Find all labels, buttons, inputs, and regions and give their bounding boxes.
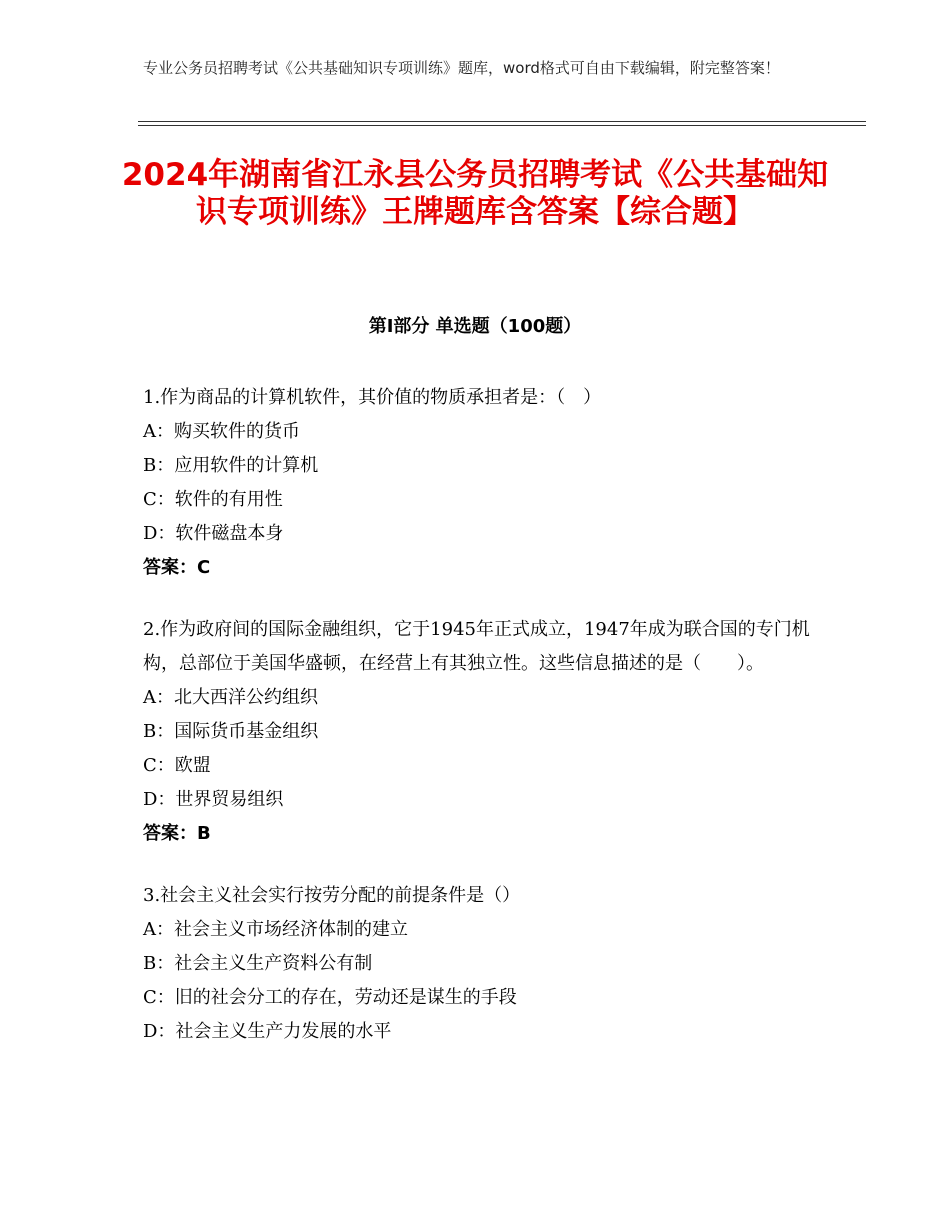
answer: 答案：B [143, 823, 211, 844]
header-divider [138, 121, 866, 126]
question-1 [143, 381, 823, 585]
document-title: 2024年湖南省江永县公务员招聘考试《公共基础知识专项训练》王牌题库含答案【综合题】 [121, 157, 829, 230]
question-stem: 3.社会主义社会实行按劳分配的前提条件是（） [143, 885, 521, 906]
option-a: A：购买软件的货币 [143, 421, 300, 442]
question-2 [143, 613, 823, 851]
question-stem: 2.作为政府间的国际金融组织，它于1945年正式成立，1947年成为联合国的专门机构，总部位于美国华盛顿，在经营上有其独立性。这些信息描述的是（ ）。 [143, 619, 810, 674]
option-d: D：社会主义生产力发展的水平 [143, 1021, 392, 1042]
question-stem: 1.作为商品的计算机软件，其价值的物质承担者是：（ ） [143, 387, 602, 408]
option-c: C：软件的有用性 [143, 489, 283, 510]
option-c: C：旧的社会分工的存在，劳动还是谋生的手段 [143, 987, 517, 1008]
answer: 答案：C [143, 557, 211, 578]
question-list [143, 381, 823, 1077]
question-3 [143, 879, 823, 1049]
option-d: D：软件磁盘本身 [143, 523, 284, 544]
option-c: C：欧盟 [143, 755, 211, 776]
option-a: A：北大西洋公约组织 [143, 687, 318, 708]
option-b: B：社会主义生产资料公有制 [143, 953, 373, 974]
option-d: D：世界贸易组织 [143, 789, 284, 810]
option-a: A：社会主义市场经济体制的建立 [143, 919, 408, 940]
option-b: B：应用软件的计算机 [143, 455, 319, 476]
option-b: B：国际货币基金组织 [143, 721, 319, 742]
section-heading: 第Ⅰ部分 单选题（100题） [368, 316, 582, 337]
header-note: 专业公务员招聘考试《公共基础知识专项训练》题库，word格式可自由下载编辑，附完整答案！ [143, 59, 780, 77]
